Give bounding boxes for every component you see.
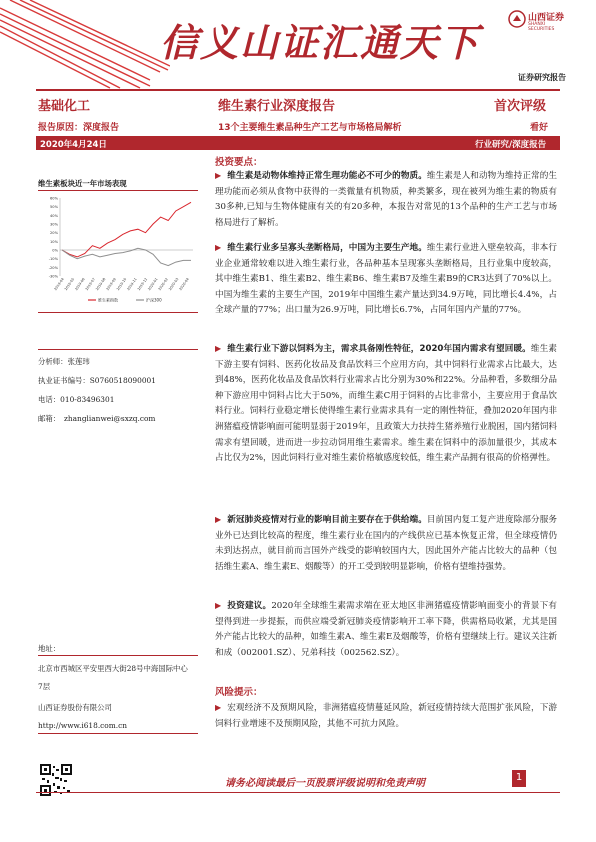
point-5	[215, 598, 557, 661]
x-tick-label: 2019-07	[84, 277, 97, 292]
footer-disclaimer[interactable]: 请务必阅读最后一页股票评级说明和免责声明	[225, 778, 425, 789]
report-type: 证券研究报告	[518, 73, 566, 82]
industry-name: 基础化工	[38, 99, 91, 114]
series-line-2	[62, 248, 191, 265]
bullet-triangle-icon: ▶	[215, 601, 222, 610]
analyst-top-rule	[38, 349, 198, 350]
bullet-triangle-icon: ▶	[215, 344, 222, 353]
x-tick-label: 2019-09	[105, 277, 117, 292]
company-website[interactable]: http://www.i618.com.cn	[38, 721, 128, 730]
analyst-email-label: 邮箱：	[38, 414, 61, 423]
legend-label: 维生素指数	[98, 297, 118, 303]
y-tick-label: 20%	[50, 231, 58, 236]
company-name: 山西证券股份有限公司	[38, 703, 112, 712]
invest-heading: 投资要点：	[215, 157, 263, 168]
point-3	[215, 341, 557, 467]
market-chart	[38, 192, 198, 310]
company-logo	[508, 8, 568, 38]
x-tick-label: 2019-05	[63, 277, 76, 292]
y-tick-label: 10%	[50, 239, 58, 244]
chart-top-rule	[38, 190, 198, 191]
report-category: 行业研究/深度报告	[475, 140, 547, 150]
logo-text: 山西证券	[528, 13, 565, 23]
address-bottom-rule	[38, 733, 198, 734]
bullet-triangle-icon: ▶	[215, 171, 222, 180]
header-banner	[0, 0, 596, 90]
chart-title: 维生素板块近一年市场表现	[38, 179, 127, 188]
risk-paragraph	[215, 700, 557, 732]
logo-subtext: SHANXI SECURITIES	[528, 22, 555, 32]
y-tick-label: 50%	[50, 205, 58, 210]
header-stripes	[0, 0, 170, 90]
bullet-triangle-icon: ▶	[215, 515, 222, 524]
analyst-phone: 电话：010-83496301	[38, 395, 115, 404]
point-3-text: 维生素下游主要有饲料、医药化妆品及食品饮料三个应用方向，其中饲料行业需求占比最大，达到48%，医药化妆品及食品饮料行业需求占比分别为30%和22%。分品种看，多数细分品种下游应用中饲料占比大于50%，而维生素C用于饲料的占比非常小，主要应用于食品饮料行业。饲料行业稳定增长使得维生素行业需求具有一定的刚性特征，叠加2020年国内非洲猪瘟疫情影响面可能明显弱于2019年，且政策大力扶持生猪养殖行业脱困，国内猪饲料需求有望回暖，进而进一步拉动饲用维生素需求。维生素在饲料中的添加量很少，其成本占比仅为2%，因此饲料行业对维生素价格敏感度较低，维生素产品拥有很高的价格弹性。	[215, 344, 557, 464]
rating-type: 首次评级	[494, 99, 547, 114]
x-tick-label: 2019-06	[74, 277, 86, 292]
point-2	[215, 240, 557, 319]
risk-text: 宏观经济不及预期风险，非洲猪瘟疫情蔓延风险，新冠疫情持续大范围扩张风险，下游饲料行业增速不及预期风险，其他不可抗力风险。	[215, 703, 557, 729]
point-1-text: 维生素是人和动物为维持正常的生理功能而必须从食物中获得的一类微量有机物质，种类繁多，现在被列为维生素的物质有30多种,已知与生物体健康有关的有20多种，本报告对常见的13个品种的生产工艺与市场格局进行了解析。	[215, 171, 557, 228]
x-tick-label: 2019-08	[95, 277, 107, 292]
report-title: 维生素行业深度报告	[218, 99, 336, 114]
logo-icon	[508, 10, 526, 28]
legend-label: 沪深300	[146, 297, 162, 303]
analyst-email[interactable]: zhanglianwei@sxzq.com	[64, 414, 156, 423]
x-tick-label: 2019-11	[126, 277, 138, 292]
top-red-rule	[36, 89, 560, 91]
x-tick-label: 2019-12	[136, 277, 149, 292]
point-3-bold: 维生素行业下游以饲料为主，需求具备刚性特征，2020年国内需求有望回暖。	[227, 344, 531, 354]
address-top-rule	[38, 655, 198, 656]
analyst-name: 分析师：张莲玮	[38, 357, 90, 366]
rating: 看好	[530, 123, 549, 133]
y-tick-label: 60%	[50, 196, 58, 201]
series-line-1	[62, 202, 191, 257]
point-1-bold: 维生素是动物体维持正常生理功能必不可少的物质。	[227, 171, 427, 181]
x-tick-label: 2020-03	[167, 277, 180, 292]
y-tick-label: -20%	[48, 265, 58, 270]
x-tick-label: 2019-10	[115, 277, 128, 292]
point-5-text: 2020年全球维生素需求端在亚太地区非洲猪瘟疫情影响面变小的背景下有望得到进一步提振，而供应端受新冠肺炎疫情影响开工率下降，供需格局收紧，尤其是国外产能占比较大的品种，如维生素A、维生素E及烟酸等，价格有望继续上行。建议关注新和成（002001.SZ）、兄弟科技（002562.SZ）。	[215, 601, 557, 658]
point-2-text: 维生素行业进入壁垒较高，非本行业企业通常较难以进入维生素行业，各品种基本呈现寡头垄断格局，且行业集中度较高，其中维生素B1、维生素B2、维生素B6、维生素B7及维生素B9的CR3达到了70%以上。中国为维生素的主要生产国，2019年中国维生素产量达到34.9万吨，同比增长4.4%，占全球产量的77%；出口量为26.9万吨，同比增长6.7%，占同年国内产量的77%。	[215, 243, 557, 316]
point-4-bold: 新冠肺炎疫情对行业的影响目前主要存在于供给端。	[227, 515, 427, 525]
x-tick-label: 2019-04	[53, 277, 65, 292]
point-4	[215, 512, 557, 575]
report-subtitle: 13个主要维生素品种生产工艺与市场格局解析	[218, 123, 402, 133]
bullet-triangle-icon: ▶	[215, 243, 222, 252]
x-tick-label: 2020-02	[157, 277, 169, 292]
y-tick-label: -10%	[48, 257, 58, 262]
point-1	[215, 168, 557, 231]
bullet-triangle-icon: ▶	[215, 703, 222, 712]
point-5-bold: 投资建议。	[227, 601, 272, 611]
header-slogan: 信义山证汇通天下	[160, 20, 481, 65]
risk-heading: 风险提示：	[215, 687, 263, 698]
report-reason: 报告原因：深度报告	[38, 123, 120, 133]
page-number: 1	[515, 772, 523, 783]
chart-bottom-rule	[38, 312, 198, 313]
address-label: 地址：	[38, 644, 61, 653]
y-tick-label: 40%	[50, 213, 58, 218]
point-4-text: 目前国内复工复产进度除部分服务业外已达到比较高的程度，维生素行业在国内的产线供应已基本恢复正常，但全球疫情仍未到达拐点，就目前而言国外产线受的影响较国内大，因此国外产能占比较大的品种（包括维生素A、维生素E、烟酸等）的开工受到较明显影响，价格有望维持强势。	[215, 515, 557, 572]
x-tick-label: 2020-01	[147, 277, 159, 292]
address-text: 北京市西城区平安里西大街28号中海国际中心7层	[38, 664, 188, 691]
y-tick-label: 0%	[52, 248, 58, 253]
point-2-bold: 维生素行业多呈寡头垄断格局，中国为主要生产地。	[227, 243, 427, 253]
y-tick-label: 30%	[50, 222, 58, 227]
y-tick-label: -30%	[48, 274, 58, 279]
analyst-cert: 执业证书编号：S0760518090001	[38, 376, 156, 385]
footer-rule	[36, 792, 560, 793]
x-tick-label: 2020-04	[178, 277, 190, 292]
report-date: 2020年4月24日	[40, 140, 107, 150]
